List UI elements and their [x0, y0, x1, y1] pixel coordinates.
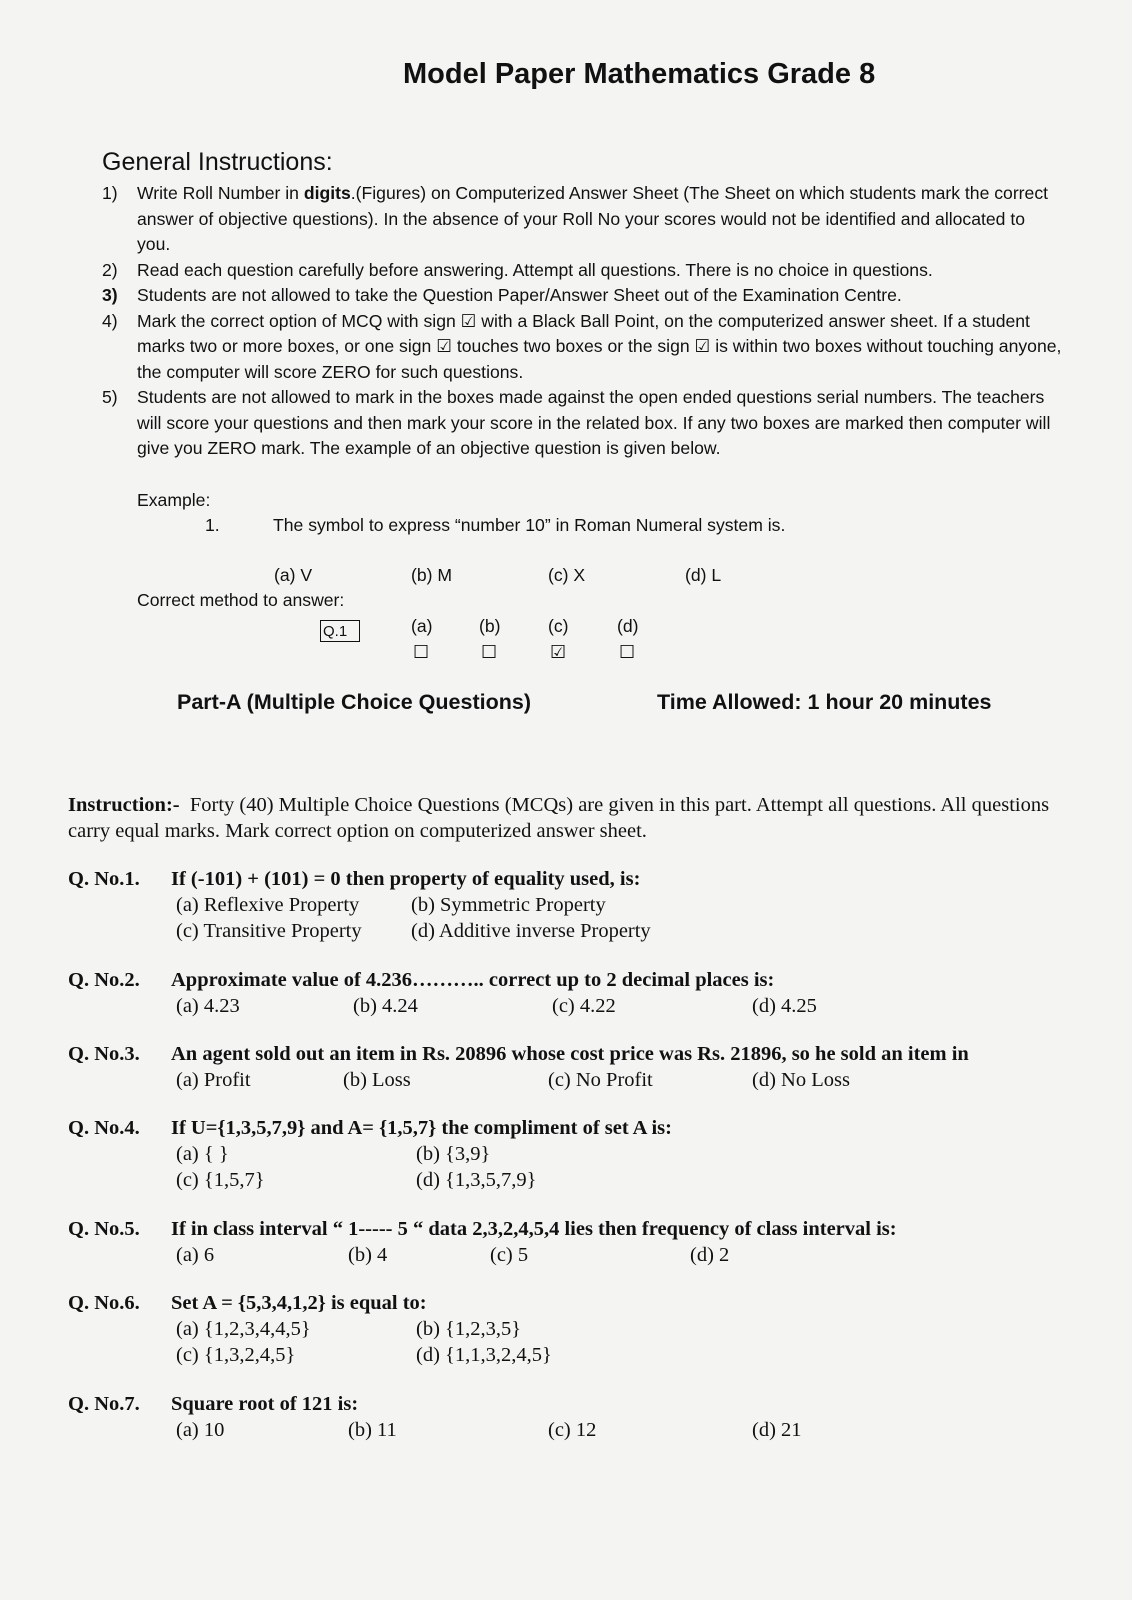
question-option: (c) 12 — [548, 1419, 597, 1441]
question-option: (b) {3,9} — [416, 1143, 491, 1165]
question-option: (c) 5 — [490, 1244, 529, 1266]
answer-label-d: (d) — [617, 616, 639, 636]
question-option: (d) No Loss — [752, 1069, 850, 1091]
question-option: (d) {1,3,5,7,9} — [416, 1169, 537, 1191]
mcq-instruction-label: Instruction:- — [68, 794, 180, 816]
question-text: Approximate value of 4.236……….. correct up to 2 decimal places is: — [171, 969, 775, 991]
question-text: If U={1,3,5,7,9} and A= {1,5,7} the compliment of set A is: — [171, 1117, 672, 1139]
instruction-item — [102, 181, 1062, 258]
question-option: (d) Additive inverse Property — [411, 920, 651, 942]
question-text: An agent sold out an item in Rs. 20896 whose cost price was Rs. 21896, so he sold an item in — [171, 1043, 969, 1065]
question-option: (d) 4.25 — [752, 995, 817, 1017]
question-option: (a) { } — [176, 1143, 229, 1165]
question-text: If in class interval “ 1----- 5 “ data 2,3,2,4,5,4 lies then frequency of class interval is: — [171, 1218, 897, 1240]
answer-checkbox-c: ☑ — [550, 642, 567, 662]
instructions-list — [102, 181, 1062, 462]
question-number: Q. No.2. — [68, 969, 140, 991]
question-number: Q. No.3. — [68, 1043, 140, 1065]
answer-label-a: (a) — [411, 616, 433, 636]
mcq-instruction-text: Forty (40) Multiple Choice Questions (MCQs) are given in this part. Attempt all questions. All questions carry equal marks. Mark correct option on computerized answer sheet. — [68, 794, 1050, 842]
question-option: (b) {1,2,3,5} — [416, 1318, 522, 1340]
question-number-box: Q.1 — [320, 620, 360, 642]
time-allowed: Time Allowed: 1 hour 20 minutes — [657, 690, 992, 714]
question-number: Q. No.6. — [68, 1292, 140, 1314]
instruction-text: Students are not allowed to mark in the boxes made against the open ended questions serial numbers. The teachers will score your questions and then mark your score in the related box. If any two boxes are marked then computer will give you ZERO mark. The example of an objective question is given below. — [137, 387, 1051, 458]
answer-checkbox-d: ☐ — [619, 642, 636, 662]
example-number: 1. — [205, 515, 220, 535]
answer-label-b: (b) — [479, 616, 501, 636]
question-option: (c) {1,3,2,4,5} — [176, 1344, 296, 1366]
instruction-text-continued: .(Figures) on Computerized Answer Sheet (The Sheet on which students mark the correct answer of objective questions). In the absence of your Roll No your scores would not be identified and allocated to you. — [137, 183, 1049, 254]
example-question: The symbol to express “number 10” in Roman Numeral system is. — [273, 515, 786, 535]
general-instructions-heading: General Instructions: — [102, 148, 333, 176]
question-option: (d) 2 — [690, 1244, 730, 1266]
instruction-item — [102, 385, 1062, 462]
answer-checkbox-b: ☐ — [481, 642, 498, 662]
mcq-instruction — [68, 792, 1068, 844]
question-number: Q. No.5. — [68, 1218, 140, 1240]
question-option: (a) Profit — [176, 1069, 251, 1091]
question-option: (d) 21 — [752, 1419, 802, 1441]
example-option-c: (c) X — [548, 565, 586, 585]
question-option: (b) 4.24 — [353, 995, 418, 1017]
instruction-bold-text: digits — [303, 183, 351, 203]
example-option-b: (b) M — [411, 565, 453, 585]
question-option: (c) No Profit — [548, 1069, 653, 1091]
question-number: Q. No.7. — [68, 1393, 140, 1415]
question-number: Q. No.1. — [68, 868, 140, 890]
example-label: Example: — [137, 490, 211, 510]
correct-method-label: Correct method to answer: — [137, 590, 345, 610]
question-text: Set A = {5,3,4,1,2} is equal to: — [171, 1292, 427, 1314]
question-option: (c) 4.22 — [552, 995, 616, 1017]
instruction-text: Mark the correct option of MCQ with sign ☑ with a Black Ball Point, on the computerized answer sheet. If a student marks two or more boxes, or one sign ☑ touches two boxes or the sign ☑ is within two boxes without touching anyone, the computer will score ZERO for such questions. — [137, 310, 1062, 382]
answer-label-c: (c) — [548, 616, 569, 636]
question-option: (c) {1,5,7} — [176, 1169, 265, 1191]
question-option: (a) 10 — [176, 1419, 225, 1441]
instruction-number: 1) — [102, 183, 118, 203]
question-option: (b) 4 — [348, 1244, 388, 1266]
question-text: Square root of 121 is: — [171, 1393, 359, 1415]
instruction-number: 4) — [102, 310, 118, 331]
instruction-text: Read each question carefully before answering. Attempt all questions. There is no choice in questions. — [137, 259, 933, 280]
instruction-item — [102, 309, 1062, 386]
question-option: (d) {1,1,3,2,4,5} — [416, 1344, 552, 1366]
instruction-text: Write Roll Number in — [137, 183, 304, 203]
instruction-number: 3) — [102, 285, 118, 305]
question-option: (a) Reflexive Property — [176, 894, 360, 916]
question-option: (a) 6 — [176, 1244, 215, 1266]
answer-checkbox-a: ☐ — [413, 642, 430, 662]
question-text: If (-101) + (101) = 0 then property of equality used, is: — [171, 868, 641, 890]
instruction-number: 2) — [102, 259, 118, 280]
example-option-a: (a) V — [274, 565, 313, 585]
question-option: (b) Symmetric Property — [411, 894, 606, 916]
instruction-number: 5) — [102, 387, 118, 407]
question-option: (a) {1,2,3,4,4,5} — [176, 1318, 311, 1340]
question-option: (c) Transitive Property — [176, 920, 362, 942]
instruction-item — [102, 258, 1062, 284]
page-title: Model Paper Mathematics Grade 8 — [403, 58, 876, 90]
instruction-text: Students are not allowed to take the Question Paper/Answer Sheet out of the Examination Centre. — [137, 285, 902, 305]
question-option: (b) 11 — [348, 1419, 397, 1441]
question-option: (a) 4.23 — [176, 995, 240, 1017]
question-number: Q. No.4. — [68, 1117, 140, 1139]
part-a-heading: Part-A (Multiple Choice Questions) — [177, 690, 531, 714]
instruction-item — [102, 283, 1062, 309]
question-option: (b) Loss — [343, 1069, 411, 1091]
example-option-d: (d) L — [685, 565, 722, 585]
